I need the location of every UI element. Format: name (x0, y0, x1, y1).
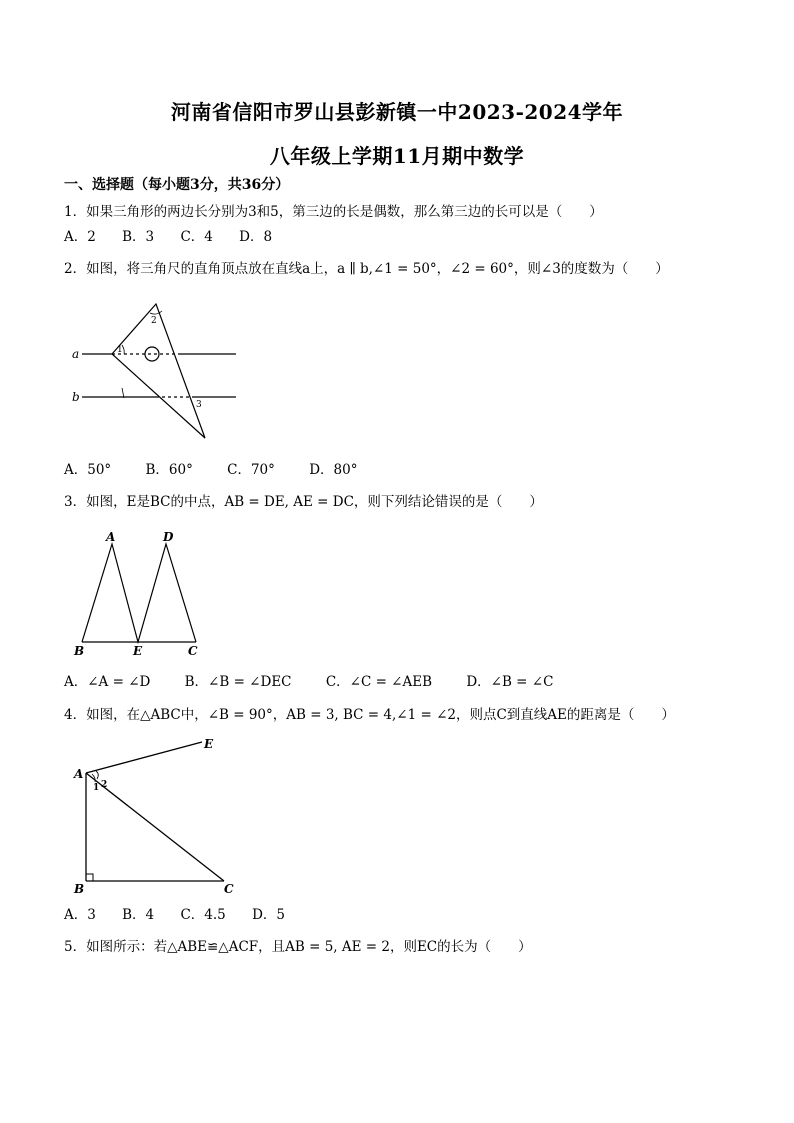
label-B: B (74, 644, 85, 658)
option-c[interactable]: C．4 (180, 229, 213, 245)
option-c[interactable]: C．70° (227, 462, 275, 478)
angle-2-arc (96, 771, 98, 779)
option-b[interactable]: B．4 (122, 907, 155, 923)
question-2-text: 2．如图，将三角尺的直角顶点放在直线a上，a ∥ b,∠1 = 50°，∠2 = 60°，则∠3的度数为（ ） (64, 261, 669, 277)
label-A: A (106, 530, 116, 544)
label-D: D (163, 530, 174, 544)
option-b[interactable]: B．60° (145, 462, 193, 478)
angle-2-arc (150, 311, 162, 314)
exam-title-line2: 八年级上学期11月期中数学 (269, 144, 525, 168)
label-b: b (72, 390, 80, 404)
question-3-options (64, 670, 583, 690)
option-a[interactable]: A．50° (64, 462, 112, 478)
ray-ae (86, 742, 202, 773)
question-2-options (64, 458, 387, 478)
option-d[interactable]: D．80° (309, 462, 358, 478)
question-5-text: 5．如图所示：若△ABE≌△ACF，且AB = 5, AE = 2，则EC的长为（ ） (64, 939, 532, 955)
label-E: E (204, 737, 214, 751)
label-B: B (74, 882, 85, 896)
label-C: C (224, 882, 234, 896)
label-E: E (133, 644, 143, 658)
zigzag-triangles (82, 544, 196, 642)
option-d[interactable]: D．∠B = ∠C (466, 674, 554, 690)
section-heading: 一、选择题（每小题3分，共36分） (64, 177, 290, 193)
label-angle-1: 1 (117, 345, 123, 355)
option-b[interactable]: B．3 (122, 229, 155, 245)
question-3-text: 3．如图，E是BC的中点，AB = DE, AE = DC，则下列结论错误的是（ ） (64, 494, 543, 510)
question-4-options (64, 903, 307, 923)
option-d[interactable]: D．5 (252, 907, 285, 923)
option-a[interactable]: A．2 (64, 229, 96, 245)
option-d[interactable]: D．8 (239, 229, 273, 245)
label-a: a (72, 347, 80, 361)
option-c[interactable]: C．∠C = ∠AEB (325, 674, 433, 690)
triangle-ruler (112, 304, 205, 438)
label-angle-1: 1 (93, 783, 100, 793)
label-angle-2: 2 (151, 316, 157, 326)
exam-title-line1: 河南省信阳市罗山县彭新镇一中2023-2024学年 (170, 100, 624, 124)
label-angle-3: 3 (196, 400, 202, 410)
label-A: A (74, 767, 84, 781)
label-angle-2: 2 (101, 780, 108, 790)
option-a[interactable]: A．∠A = ∠D (64, 674, 151, 690)
option-c[interactable]: C．4.5 (180, 907, 226, 923)
right-angle-mark (86, 874, 93, 881)
question-4-text: 4．如图，在△ABC中，∠B = 90°，AB = 3, BC = 4,∠1 = ∠2，则点C到直线AE的距离是（ ） (64, 707, 675, 723)
question-1-text: 1．如果三角形的两边长分别为3和5，第三边的长是偶数，那么第三边的长可以是（ ） (64, 204, 603, 220)
option-b[interactable]: B．∠B = ∠DEC (184, 674, 292, 690)
option-a[interactable]: A．3 (64, 907, 96, 923)
label-C: C (188, 644, 198, 658)
